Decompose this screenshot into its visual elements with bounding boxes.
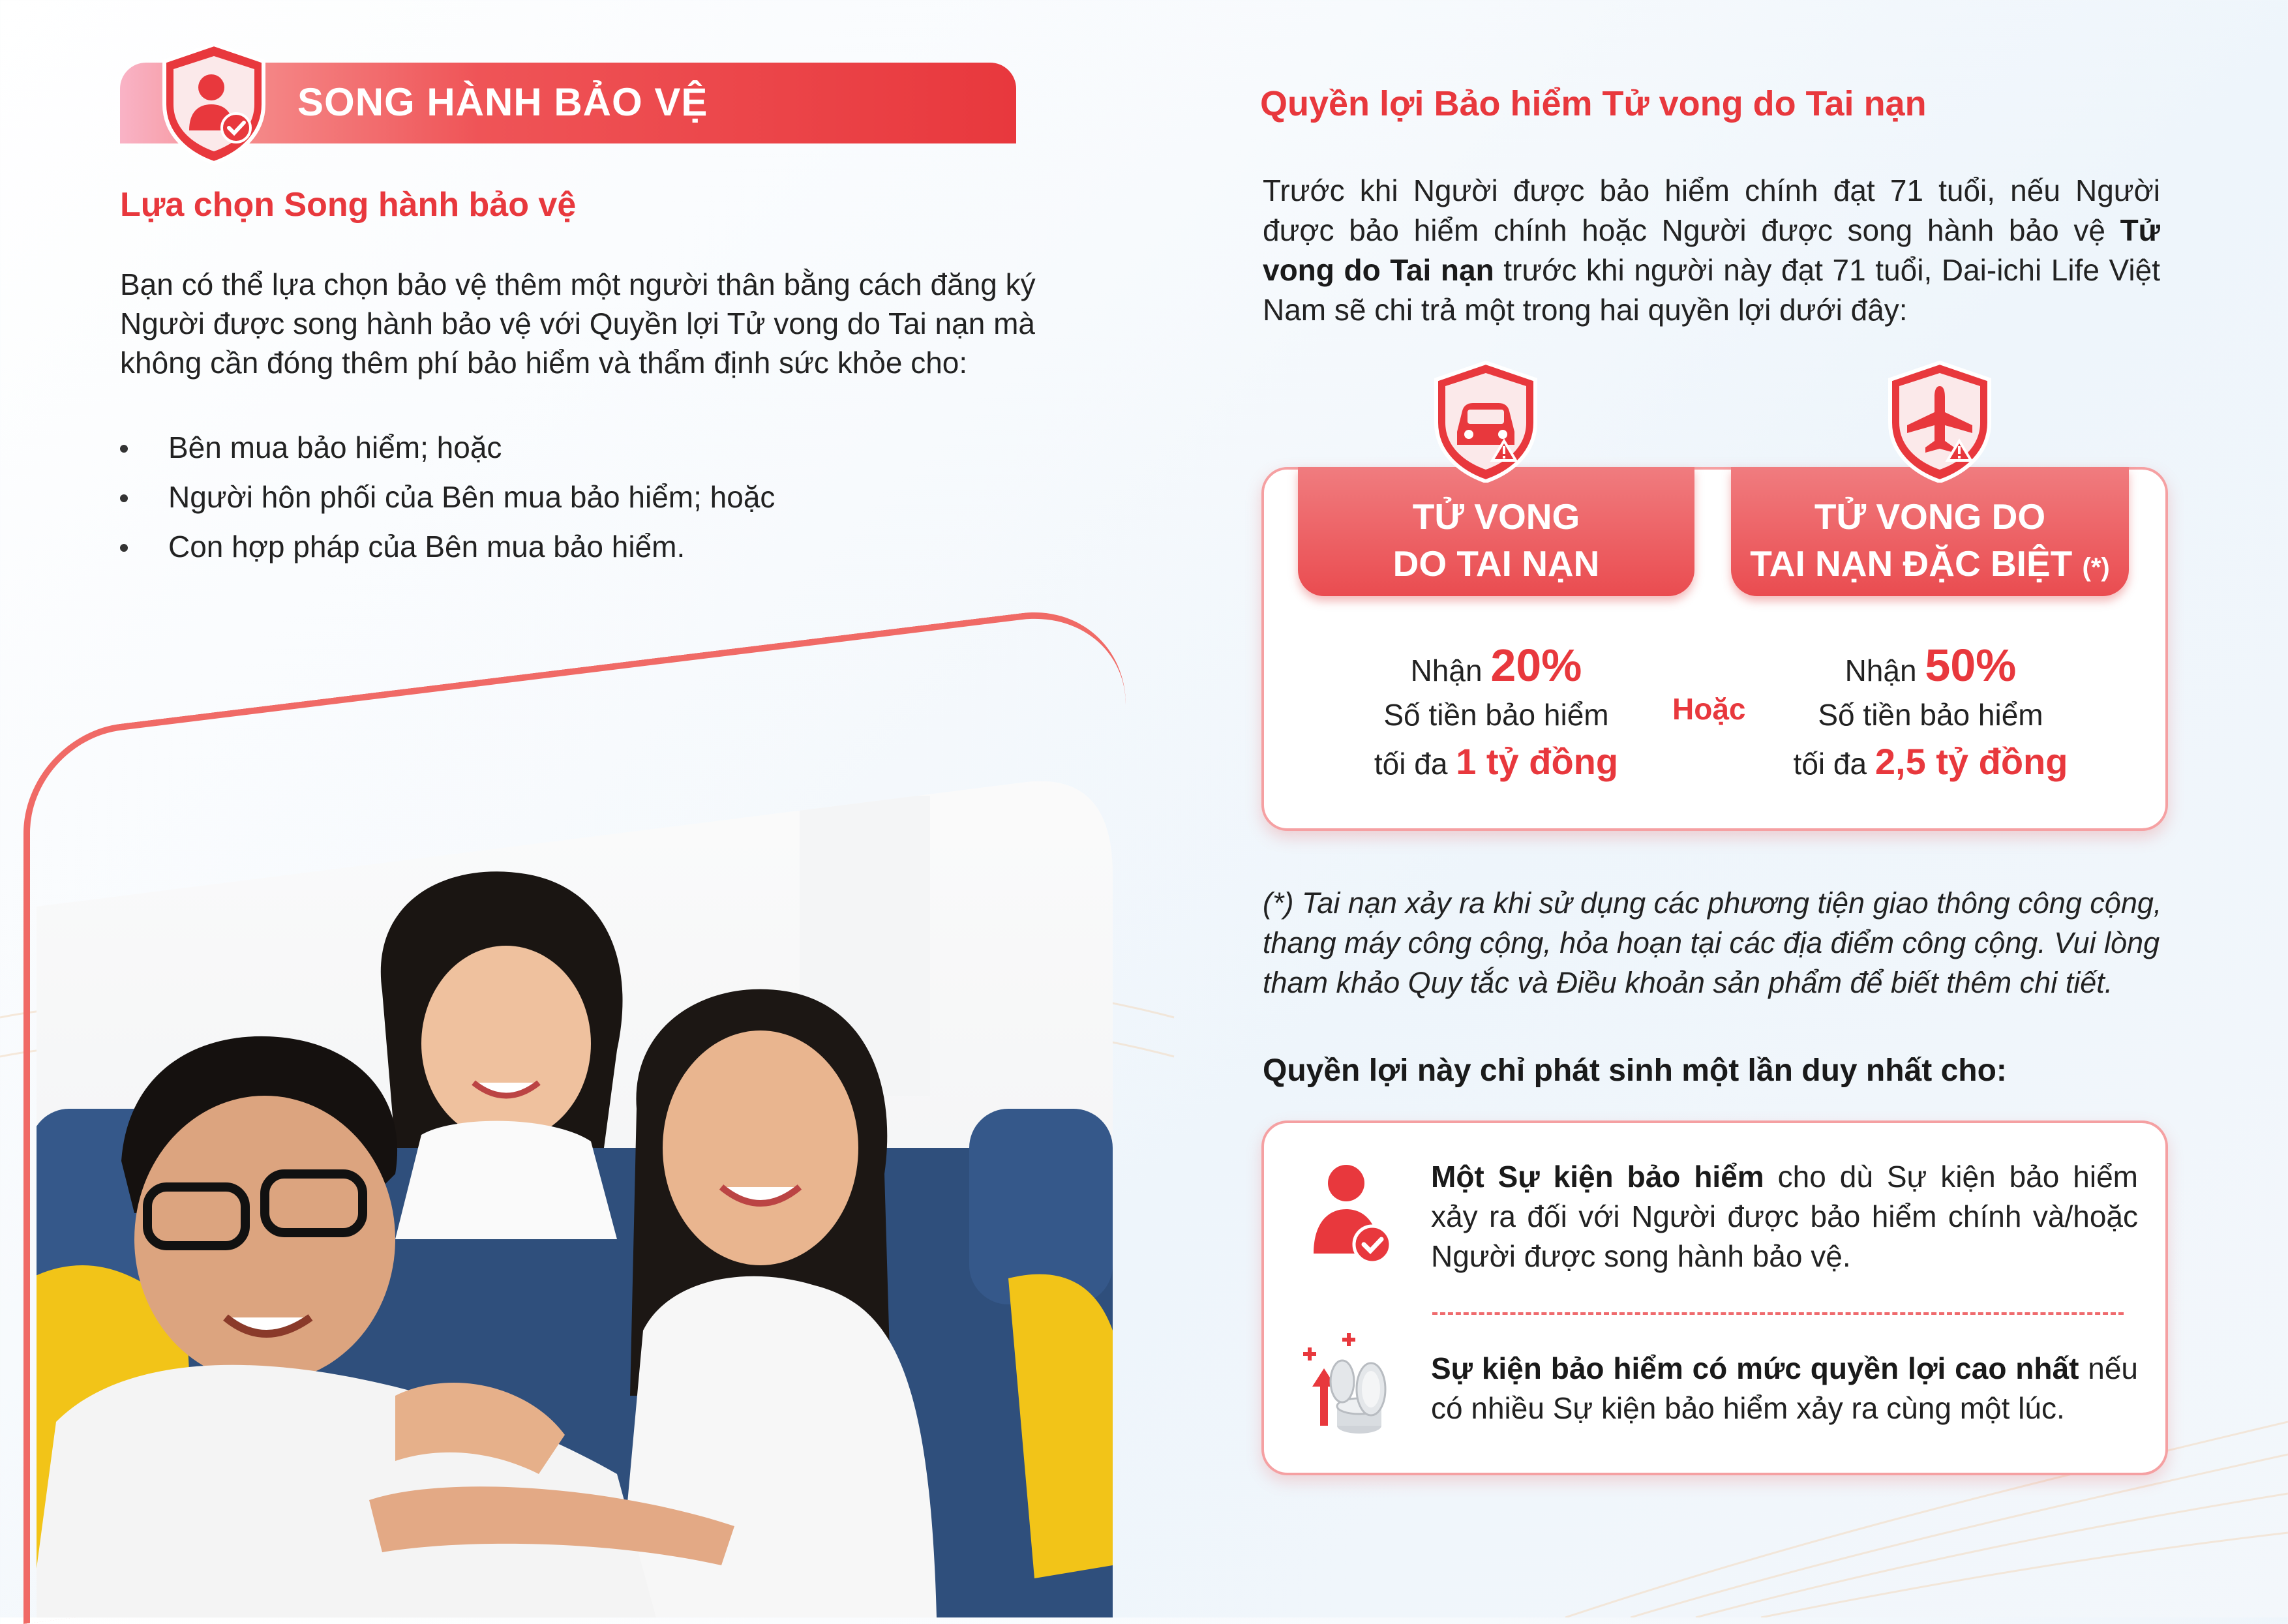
eligible-list [120, 423, 775, 571]
event-item-2 [1431, 1349, 2138, 1428]
event-item-1 [1431, 1157, 2138, 1276]
max-amount: 2,5 tỷ đồng [1874, 741, 2068, 782]
footnote-marker: (*) [2082, 553, 2110, 582]
divider [1432, 1312, 2124, 1315]
tab-title-line: TỬ VONG [1412, 496, 1580, 537]
receive-line [1728, 639, 2133, 691]
event-bold: Một Sự kiện bảo hiểm [1431, 1160, 1764, 1194]
intro-line: Người được song hành bảo vệ với Quyền lợi Tử vong do Tai nạn mà [120, 307, 1035, 340]
intro-bold: Tử vong do Tai nạn [1263, 213, 2160, 287]
or-label: Hoặc [1672, 692, 1746, 726]
list-item: Con hợp pháp của Bên mua bảo hiểm. [120, 522, 775, 571]
intro-text: Trước khi Người được bảo hiểm chính đạt 71 tuổi, nếu Người được bảo hiểm chính hoặc Người được song hành bảo vệ [1263, 173, 2160, 247]
intro-text: trước khi người này đạt 71 tuổi, Dai-ichi Life Việt Nam sẽ chi trả một trong hai quyền lợi dưới đây: [1263, 253, 2160, 327]
event-bold: Sự kiện bảo hiểm có mức quyền lợi cao nhất [1431, 1351, 2079, 1385]
list-item: Bên mua bảo hiểm; hoặc [120, 423, 775, 472]
tab-title-line-2 [1731, 540, 2129, 591]
footnote [1263, 883, 2169, 1002]
footnote-line: (*) Tai nạn xảy ra khi sử dụng các phương tiện giao thông công cộng, [1263, 886, 2162, 920]
benefit-tab-accidental-death [1298, 467, 1694, 596]
list-item: Người hôn phối của Bên mua bảo hiểm; hoặc [120, 472, 775, 522]
max-amount: 1 tỷ đồng [1456, 741, 1619, 782]
once-only-heading: Quyền lợi này chỉ phát sinh một lần duy nhất cho: [1263, 1053, 2007, 1088]
tab-title-text: TAI NẠN ĐẶC BIỆT [1750, 543, 2073, 584]
event-text: cho dù Sự kiện bảo hiểm xảy ra đối với Người được bảo hiểm chính và/hoặc Người được song hành bảo vệ. [1431, 1160, 2138, 1273]
benefit-tab-special-accidental-death [1731, 467, 2129, 596]
max-line [1294, 738, 1698, 787]
max-prefix: tối đa [1374, 747, 1448, 781]
intro-line: Bạn có thể lựa chọn bảo vệ thêm một người thân bằng cách đăng ký [120, 267, 1036, 301]
section-title: SONG HÀNH BẢO VỆ [297, 80, 708, 124]
benefit-amount-1 [1294, 639, 1698, 787]
benefit-percent: 20% [1490, 640, 1582, 691]
sum-insured-label: Số tiền bảo hiểm [1383, 698, 1609, 732]
tab-title-line: TỬ VONG DO [1814, 496, 2046, 537]
shield-airplane-icon [1885, 360, 1994, 483]
max-prefix: tối đa [1793, 747, 1867, 781]
benefit-heading: Quyền lợi Bảo hiểm Tử vong do Tai nạn [1260, 84, 1927, 123]
receive-line [1294, 639, 1698, 691]
person-check-icon [1307, 1162, 1392, 1267]
receive-label: Nhận [1844, 654, 1917, 687]
footnote-line: thang máy công cộng, hỏa hoạn tại các địa điểm công cộng. Vui lòng [1263, 926, 2160, 959]
event-text: nếu có nhiều Sự kiện bảo hiểm xảy ra cùng một lúc. [1431, 1351, 2138, 1425]
sum-insured-label: Số tiền bảo hiểm [1818, 698, 2043, 732]
photo-frame-accent [23, 600, 1126, 1624]
max-line [1728, 738, 2133, 787]
receive-label: Nhận [1410, 654, 1483, 687]
intro-paragraph [120, 265, 1046, 382]
benefit-intro [1263, 171, 2160, 330]
shield-person-check-icon [159, 42, 269, 166]
coins-plus-icon [1301, 1328, 1405, 1439]
benefit-amount-2 [1728, 639, 2133, 787]
tab-title-line: DO TAI NẠN [1392, 543, 1600, 584]
footnote-line: tham khảo Quy tắc và Điều khoản sản phẩm để biết thêm chi tiết. [1263, 966, 2113, 999]
benefit-percent: 50% [1925, 640, 2017, 691]
shield-car-icon [1431, 360, 1541, 483]
sub-heading: Lựa chọn Song hành bảo vệ [120, 186, 577, 224]
intro-line: không cần đóng thêm phí bảo hiểm và thẩm định sức khỏe cho: [120, 346, 968, 380]
